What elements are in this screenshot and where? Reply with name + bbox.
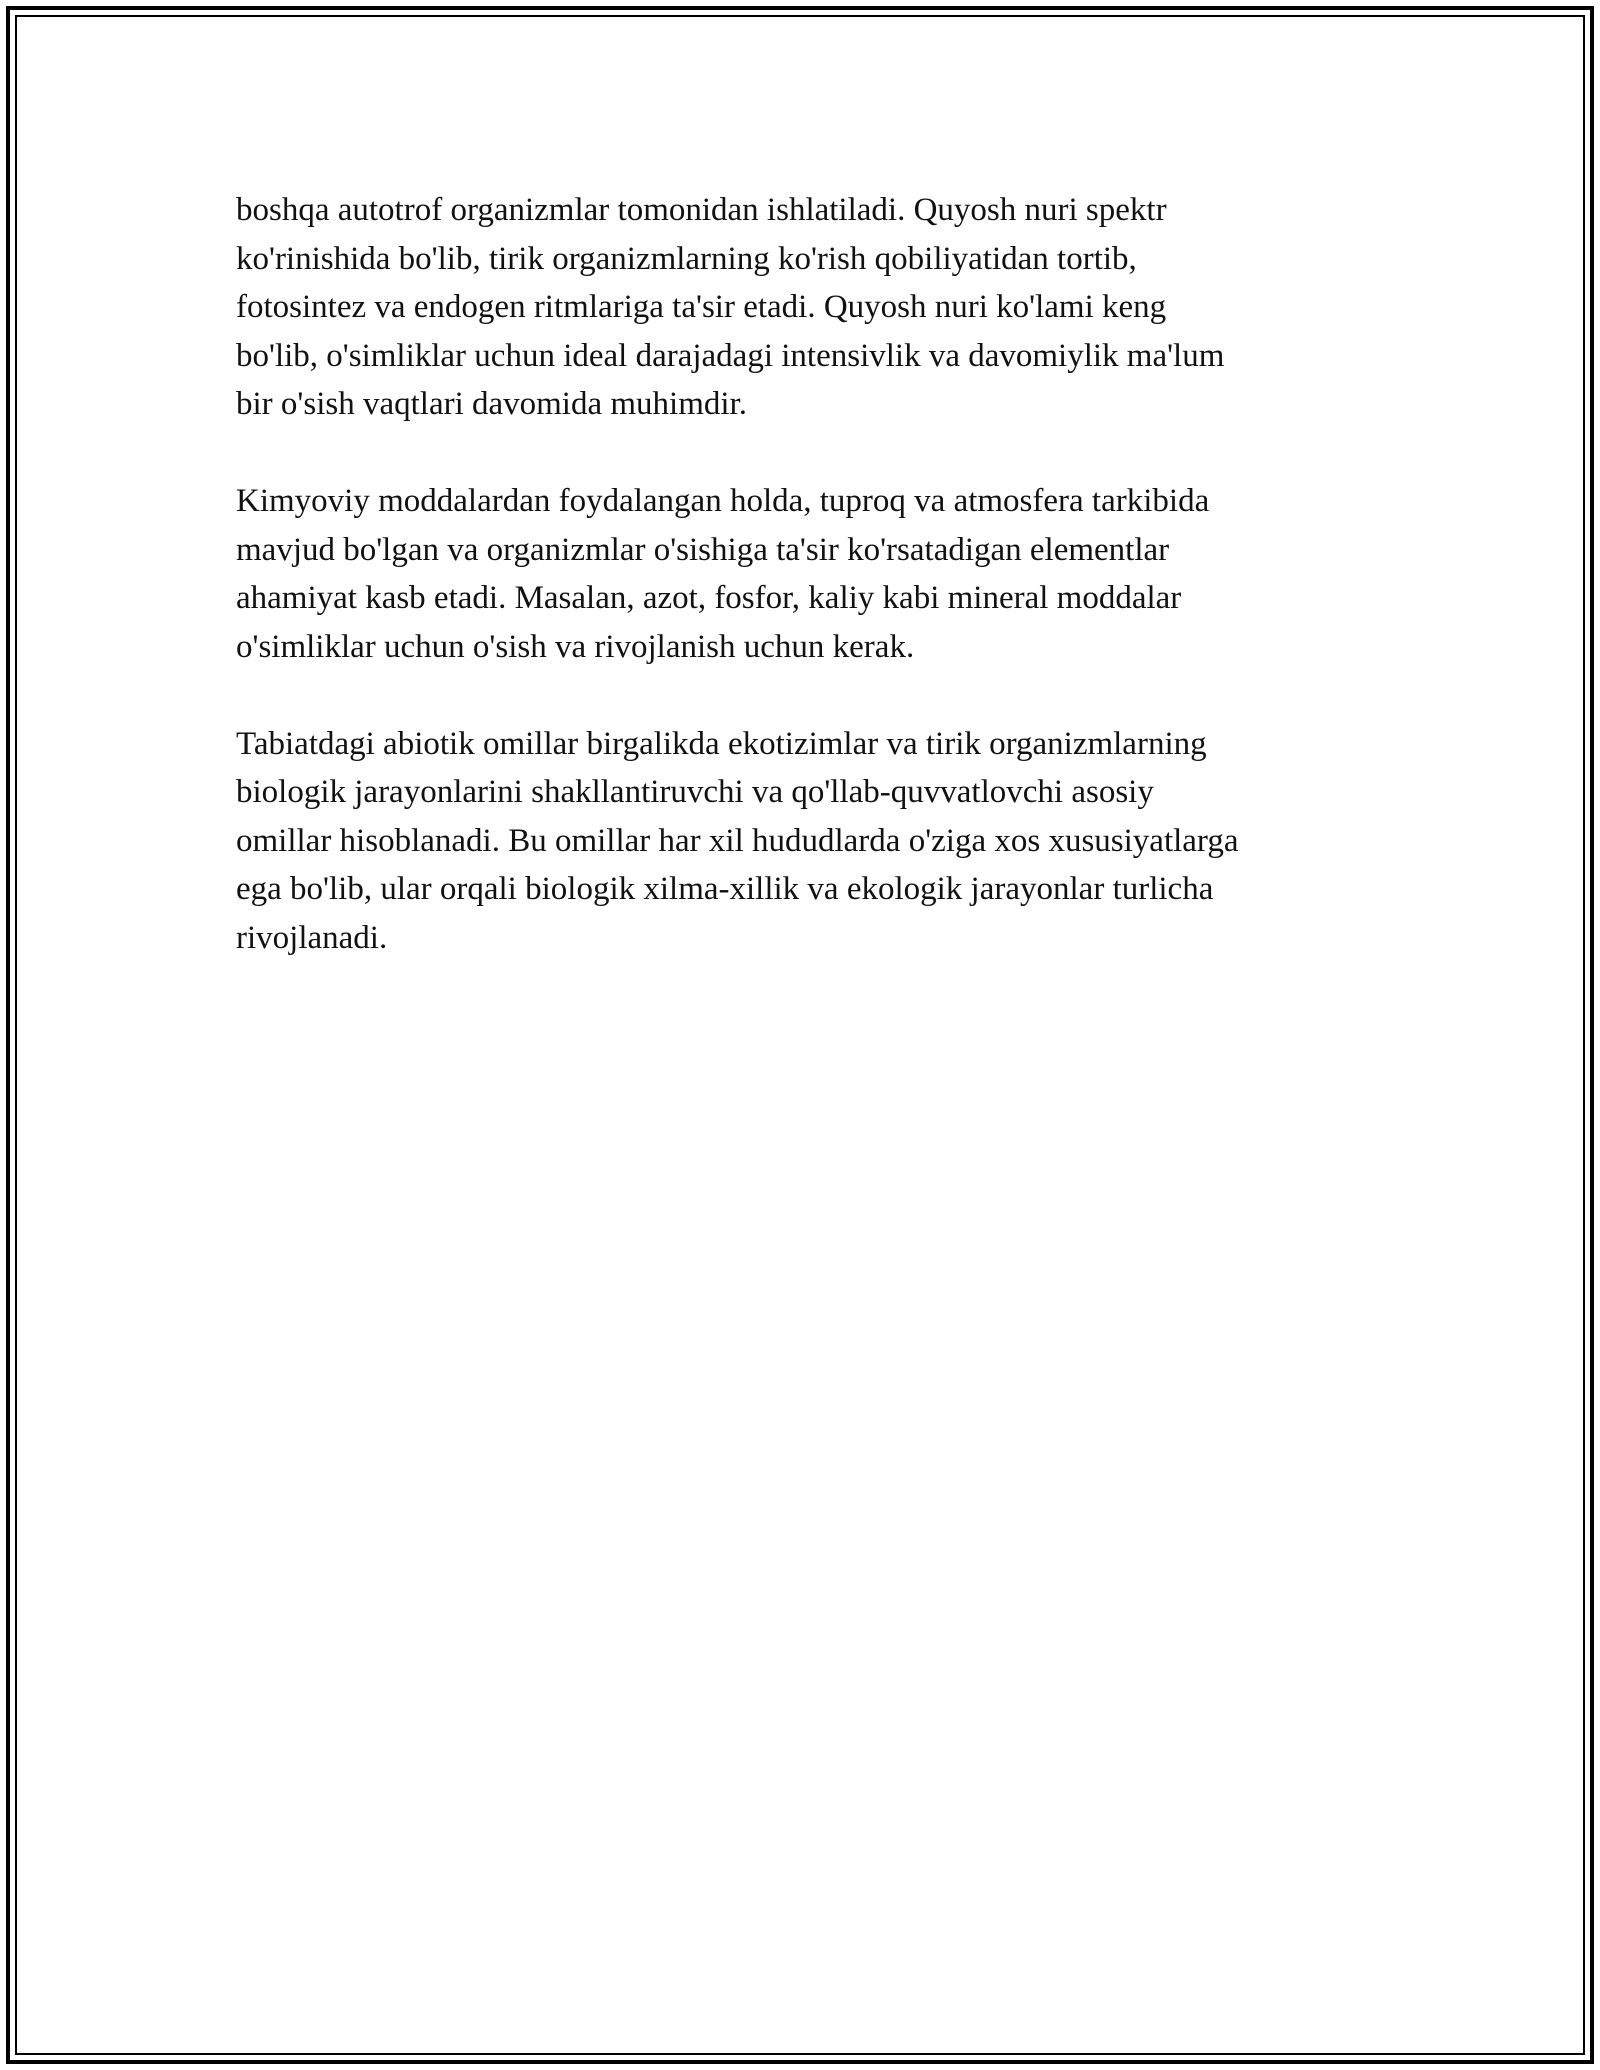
paragraph-line: ahamiyat kasb etadi. Masalan, azot, fosfor, kaliy kabi mineral moddalar xyxy=(236,580,1182,616)
paragraph-line: biologik jarayonlarini shakllantiruvchi va qo'llab-quvvatlovchi asosiy xyxy=(236,774,1154,810)
paragraph-3 xyxy=(236,720,1366,963)
paragraph-line: Kimyoviy moddalardan foydalangan holda, tuproq va atmosfera tarkibida xyxy=(236,483,1210,519)
paragraph-line: Tabiatdagi abiotik omillar birgalikda ekotizimlar va tirik organizmlarning xyxy=(236,725,1207,762)
paragraph-line: omillar hisoblanadi. Bu omillar har xil hududlarda o'ziga xos xususiyatlarga xyxy=(236,822,1239,859)
paragraph-line: o'simliklar uchun o'sish va rivojlanish uchun kerak. xyxy=(236,628,915,665)
paragraph-line: bir o'sish vaqtlari davomida muhimdir. xyxy=(236,386,747,422)
paragraph-line: ega bo'lib, ular orqali biologik xilma-xillik va ekologik jarayonlar turlicha xyxy=(236,871,1214,907)
paragraph-line: ko'rinishida bo'lib, tirik organizmlarning ko'rish qobiliyatidan tortib, xyxy=(236,240,1137,277)
paragraph-line: boshqa autotrof organizmlar tomonidan ishlatiladi. Quyosh nuri spektr xyxy=(236,192,1167,228)
paragraph-line: fotosintez va endogen ritmlariga ta'sir etadi. Quyosh nuri ko'lami keng xyxy=(236,289,1167,325)
paragraph-1 xyxy=(236,186,1366,429)
paragraph-line: mavjud bo'lgan va organizmlar o'sishiga ta'sir ko'rsatadigan elementlar xyxy=(236,531,1170,568)
paragraph-line: bo'lib, o'simliklar uchun ideal darajadagi intensivlik va davomiylik ma'lum xyxy=(236,337,1225,374)
paragraph-line: rivojlanadi. xyxy=(236,919,388,956)
paragraph-2 xyxy=(236,477,1366,671)
document-body xyxy=(236,186,1366,962)
